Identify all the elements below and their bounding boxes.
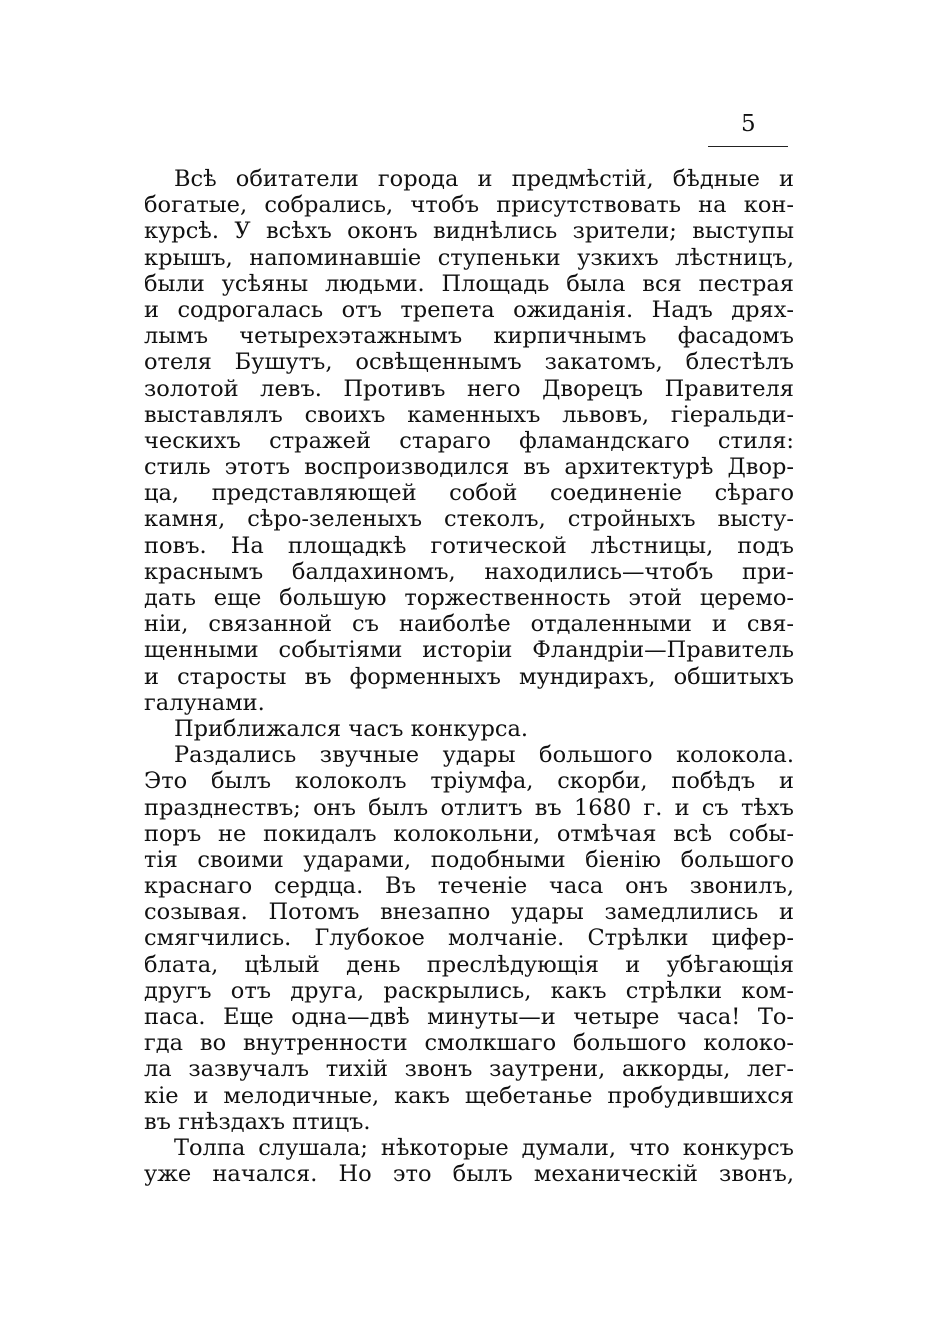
text-line: Раздались звучные удары большого колокола. xyxy=(174,742,794,769)
text-line: ніи, связанной съ наиболѣе отдаленными и свя- xyxy=(144,611,794,638)
body-text xyxy=(144,166,794,1187)
text-line: были усѣяны людьми. Площадь была вся пестрая xyxy=(144,270,794,297)
text-line: блата, цѣлый день преслѣдующія и убѣгающія xyxy=(144,951,794,978)
text-line: краснаго сердца. Въ теченіе часа онъ звонилъ, xyxy=(144,873,794,900)
text-line: смягчились. Глубокое молчаніе. Стрѣлки цифер- xyxy=(144,925,794,952)
page-number: 5 xyxy=(741,111,756,137)
text-line: курсѣ. У всѣхъ оконъ виднѣлись зрители; выступы xyxy=(144,218,794,245)
text-line: ца, представляющей собой соединеніе сѣраго xyxy=(144,480,794,507)
text-line: другъ отъ друга, раскрылись, какъ стрѣлки ком- xyxy=(144,977,794,1004)
text-line: богатые, собрались, чтобъ присутствовать на кон- xyxy=(144,192,794,219)
text-line: Всѣ обитатели города и предмѣстій, бѣдные и xyxy=(174,166,794,192)
text-line: созывая. Потомъ внезапно удары замедлились и xyxy=(144,899,794,926)
text-line: поръ не покидалъ колокольни, отмѣчая всѣ собы- xyxy=(144,820,794,847)
text-line: крышъ, напоминавшіе ступеньки узкихъ лѣстницъ, xyxy=(144,244,794,271)
text-line: отеля Бушутъ, освѣщеннымъ закатомъ, блестѣлъ xyxy=(144,349,794,376)
paragraph xyxy=(144,1135,794,1187)
text-line: кіе и мелодичные, какъ щебетанье пробудившихся xyxy=(144,1082,794,1109)
text-line: и содрогалась отъ трепета ожиданія. Надъ дрях- xyxy=(144,296,794,323)
text-line: галунами. xyxy=(144,689,265,716)
text-line: золотой левъ. Противъ него Дворецъ Правителя xyxy=(144,375,794,402)
text-line: паса. Еще одна—двѣ минуты—и четыре часа! То- xyxy=(144,1004,794,1030)
text-line: ла зазвучалъ тихій звонъ заутрени, аккорды, лег- xyxy=(144,1056,794,1083)
text-line: лымъ четырехэтажнымъ кирпичнымъ фасадомъ xyxy=(144,323,794,350)
page-number-rule xyxy=(708,146,788,147)
text-line: камня, сѣро-зеленыхъ стеколъ, стройныхъ высту- xyxy=(144,506,794,533)
paragraph xyxy=(144,742,794,1135)
text-line: дать еще большую торжественность этой церемо- xyxy=(144,585,794,611)
text-line: празднествъ; онъ былъ отлитъ въ 1680 г. и съ тѣхъ xyxy=(144,794,794,821)
text-line: Приближался часъ конкурса. xyxy=(174,715,529,742)
text-line: уже начался. Но это былъ механическій звонъ, xyxy=(144,1161,794,1188)
text-line: Это былъ колоколъ тріумфа, скорби, побѣдъ и xyxy=(144,768,794,795)
text-line: стиль этотъ воспроизводился въ архитектурѣ Двор- xyxy=(144,454,794,481)
text-line: въ гнѣздахъ птицъ. xyxy=(144,1108,371,1135)
paragraph xyxy=(144,716,794,742)
text-line: краснымъ балдахиномъ, находились—чтобъ при- xyxy=(144,558,794,585)
paragraph xyxy=(144,166,794,716)
text-line: Толпа слушала; нѣкоторые думали, что конкурсъ xyxy=(174,1134,794,1161)
text-line: и старосты въ форменныхъ мундирахъ, обшитыхъ xyxy=(144,663,794,690)
text-line: выставлялъ своихъ каменныхъ львовъ, гіеральди- xyxy=(144,401,794,428)
text-line: тія своими ударами, подобными біенію большого xyxy=(144,846,794,873)
text-line: ческихъ стражей стараго фламандскаго стиля: xyxy=(144,427,794,454)
text-line: повъ. На площадкѣ готической лѣстницы, подъ xyxy=(144,532,794,559)
text-line: гда во внутренности смолкшаго большого колоко- xyxy=(144,1030,794,1057)
text-line: щенными событіями исторіи Фландріи—Правитель xyxy=(144,637,794,664)
